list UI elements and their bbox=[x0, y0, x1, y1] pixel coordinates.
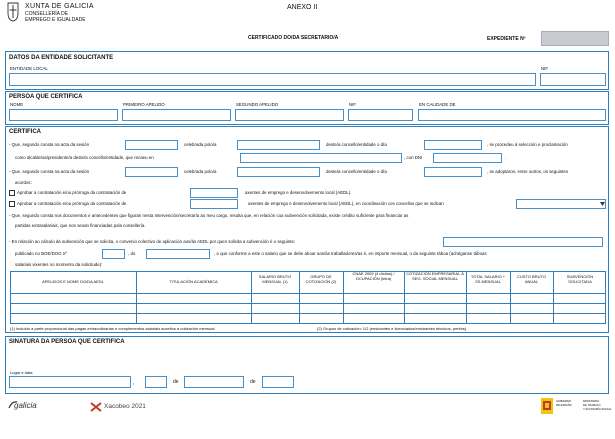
p3-line1: - Que, segundo consta nos documentos e antecedentes que figuran nesta Intervención/secretaría ao meu cargo, resulta que, en relación coa subvención solicitada, existe crédito suficiente para financiar as bbox=[9, 213, 409, 218]
footnote-1: (1) Incluído a parte proporcional das pagas extraordinarias e complementos salariais suxeitos a cotización mensual. bbox=[10, 326, 216, 331]
table-col-divider bbox=[466, 271, 467, 324]
th-total-salario: TOTAL SALARIO + SS MENSUAL bbox=[470, 274, 506, 284]
p2-sesion-input[interactable] bbox=[125, 167, 178, 177]
expediente-input[interactable] bbox=[541, 31, 609, 46]
p1-text-e: como alcalde/sa/presidente/a deste/a concello/entidade, que recaeu en bbox=[15, 155, 154, 160]
annex-title: ANEXO II bbox=[287, 4, 318, 11]
cb-aprobar-aedl-coordinacion[interactable] bbox=[9, 201, 15, 207]
calidade-input[interactable] bbox=[418, 109, 606, 121]
dia-input[interactable] bbox=[145, 376, 167, 388]
p2-text-a: - Que, segundo consta na acta da sesión bbox=[9, 169, 90, 174]
cb2-text-a: Aprobar a contratación e/ou prórroga da contratación de bbox=[17, 201, 127, 206]
p2-text-e: acordos: bbox=[15, 180, 32, 185]
calidade-label: EN CALIDADE DE bbox=[419, 102, 456, 107]
cb1-text-b: axentes de emprego e desenvolvemento local (AEDL). bbox=[245, 190, 352, 195]
p1-text-d: , se procedeu á selección e proclamación bbox=[487, 142, 568, 147]
th-apelidos: APELIDOS E NOME DO/DA AEDL bbox=[42, 279, 104, 284]
table-row-divider bbox=[10, 313, 606, 314]
gov-line1: GOBIERNO bbox=[556, 399, 572, 403]
p1-text-f: , con DNI bbox=[404, 155, 423, 160]
table-col-divider bbox=[343, 271, 344, 324]
th-salario-bruto: SALARIO BRUTO MENSUAL (1) bbox=[258, 274, 292, 284]
p1-recaeu-input[interactable] bbox=[240, 153, 402, 163]
persoa-nif-label: NIF bbox=[349, 102, 357, 107]
cb2-numero-input[interactable] bbox=[190, 199, 238, 209]
ministry-line3: Y ECONOMÍA SOCIAL bbox=[583, 407, 612, 411]
boe-numero-input[interactable] bbox=[102, 249, 125, 259]
p4-text-a: - En relación ao cálculo da subvención que se solicita, o convenio colectivo de aplicación aos/ás AEDL por quen solicita a subvención é o seguinte: bbox=[9, 239, 296, 244]
segundo-apelido-input[interactable] bbox=[235, 109, 344, 121]
ministry-line1: MINISTERIO bbox=[583, 399, 600, 403]
lugar-input[interactable] bbox=[9, 376, 131, 388]
entidade-nif-input[interactable] bbox=[540, 73, 606, 86]
persoa-nif-input[interactable] bbox=[348, 109, 413, 121]
th-grupo-cotizacion: GRUPO DE COTIZACIÓN (2) bbox=[305, 274, 337, 284]
nome-label: NOME bbox=[10, 102, 24, 107]
p4-text-b: publicado no BOE/DOG nº bbox=[15, 251, 67, 256]
table-row-divider bbox=[10, 303, 606, 304]
expediente-label: EXPEDIENTE Nº bbox=[487, 36, 526, 42]
nome-input[interactable] bbox=[9, 109, 118, 121]
entidade-section-title: DATOS DA ENTIDADE SOLICITANTE bbox=[9, 55, 114, 61]
gov-line2: DE ESPAÑA bbox=[556, 403, 572, 407]
xacobeo-text: Xacobeo 2021 bbox=[104, 403, 146, 410]
de-text-1: de bbox=[173, 379, 179, 385]
p1-text-a: - Que, segundo consta na acta da sesión bbox=[9, 142, 90, 147]
lugar-comma: , bbox=[133, 380, 135, 386]
persoa-section-title: PERSOA QUE CERTIFICA bbox=[9, 94, 83, 100]
table-col-divider bbox=[553, 271, 554, 324]
p2-text-c: deste/a concello/entidade o día bbox=[326, 169, 387, 174]
p1-text-c: deste/a concello/entidade o día bbox=[326, 142, 387, 147]
cb-aprobar-aedl[interactable] bbox=[9, 190, 15, 196]
primeiro-apelido-label: PRIMEIRO APELIDO bbox=[123, 102, 165, 107]
p4-text-d: , e que conforme a este o salario que se debe aboar aos/ás traballadores/as é, en importe mensual, o da seguinte táboa (achéganse táboas bbox=[214, 251, 487, 256]
concellos-select[interactable] bbox=[516, 199, 606, 209]
lugar-data-label: Lugar e data bbox=[10, 370, 33, 375]
p2-text-d: , se adoptaron, entre outros, os seguintes bbox=[487, 169, 569, 174]
entidade-local-label: ENTIDADE LOCAL bbox=[10, 66, 48, 71]
cb1-text-a: Aprobar a contratación e/ou prórroga da contratación de bbox=[17, 190, 127, 195]
cb1-numero-input[interactable] bbox=[190, 188, 238, 198]
p1-dni-input[interactable] bbox=[433, 153, 502, 163]
th-subvencion: SUBVENCIÓN SOLICITADA bbox=[566, 274, 594, 284]
th-cnae: CNAE 2009 (4 díxitos) / OCUPACIÓN (letra) bbox=[352, 271, 395, 281]
form-title: CERTIFICADO DO/DA SECRETARIO/A bbox=[248, 35, 339, 41]
footnote-2: (2) Grupos de cotización: 1/2 (ensinantes e licenciados/ensinantes técnicos, peritos). bbox=[317, 326, 468, 331]
table-col-divider bbox=[299, 271, 300, 324]
table-col-divider bbox=[251, 271, 252, 324]
p2-text-b: celebrada polo/a bbox=[184, 169, 217, 174]
p1-dia-input[interactable] bbox=[424, 140, 482, 150]
p4-text-e: salariais vixentes no momento da solicitude): bbox=[15, 262, 103, 267]
ministry-line2: DE TRABAJO bbox=[583, 403, 601, 407]
spain-coat-of-arms-icon bbox=[540, 397, 554, 415]
entidade-local-input[interactable] bbox=[9, 73, 536, 86]
p1-celebrada-input[interactable] bbox=[237, 140, 320, 150]
table-row-divider bbox=[10, 293, 606, 294]
galicia-logo-text: galicia bbox=[14, 401, 37, 410]
table-col-divider bbox=[510, 271, 511, 324]
convenio-input[interactable] bbox=[443, 237, 603, 247]
table-col-divider bbox=[404, 271, 405, 324]
ano-input[interactable] bbox=[262, 376, 294, 388]
de-text-2: de bbox=[250, 379, 256, 385]
mes-input[interactable] bbox=[184, 376, 244, 388]
xacobeo-logo-icon bbox=[90, 402, 102, 412]
cb2-text-b: axentes de emprego e desenvolvemento local (AEDL), en coordinación cos concellos que se indican bbox=[248, 201, 444, 206]
xunta-logo-text: XUNTA DE GALICIA bbox=[25, 3, 94, 10]
entidade-nif-label: NIF bbox=[541, 66, 549, 71]
consellaria-line2: EMPREGO E IGUALDADE bbox=[25, 17, 86, 23]
p1-text-g: . bbox=[505, 155, 507, 160]
p2-celebrada-input[interactable] bbox=[237, 167, 320, 177]
p3-line2: partidas extrasalariais, que non sexan financiadas pola consellería. bbox=[15, 223, 146, 228]
p4-text-c: , do bbox=[128, 251, 136, 256]
p1-text-b: celebrada polo/a bbox=[184, 142, 217, 147]
certifica-section-title: CERTIFICA bbox=[9, 129, 41, 135]
p2-dia-input[interactable] bbox=[424, 167, 482, 177]
consellaria-line1: CONSELLERÍA DE bbox=[25, 11, 69, 17]
chevron-down-icon[interactable] bbox=[600, 202, 605, 206]
table-col-divider bbox=[136, 271, 137, 324]
sinatura-section-title: SINATURA DA PERSOA QUE CERTIFICA bbox=[9, 339, 125, 345]
th-custo-bruto: CUSTO BRUTO ANUAL bbox=[517, 274, 546, 284]
boe-data-input[interactable] bbox=[146, 249, 210, 259]
segundo-apelido-label: SEGUNDO APELIDO bbox=[236, 102, 279, 107]
th-titulacion: TITULACIÓN ACADÉMICA bbox=[169, 279, 218, 284]
primeiro-apelido-input[interactable] bbox=[122, 109, 231, 121]
p1-sesion-input[interactable] bbox=[125, 140, 178, 150]
th-cotizacion-empresarial: COTIZACIÓN EMPRESARIAL Á SEG. SOCIAL MENSUAL bbox=[406, 271, 464, 281]
xunta-logo-icon bbox=[6, 2, 20, 22]
